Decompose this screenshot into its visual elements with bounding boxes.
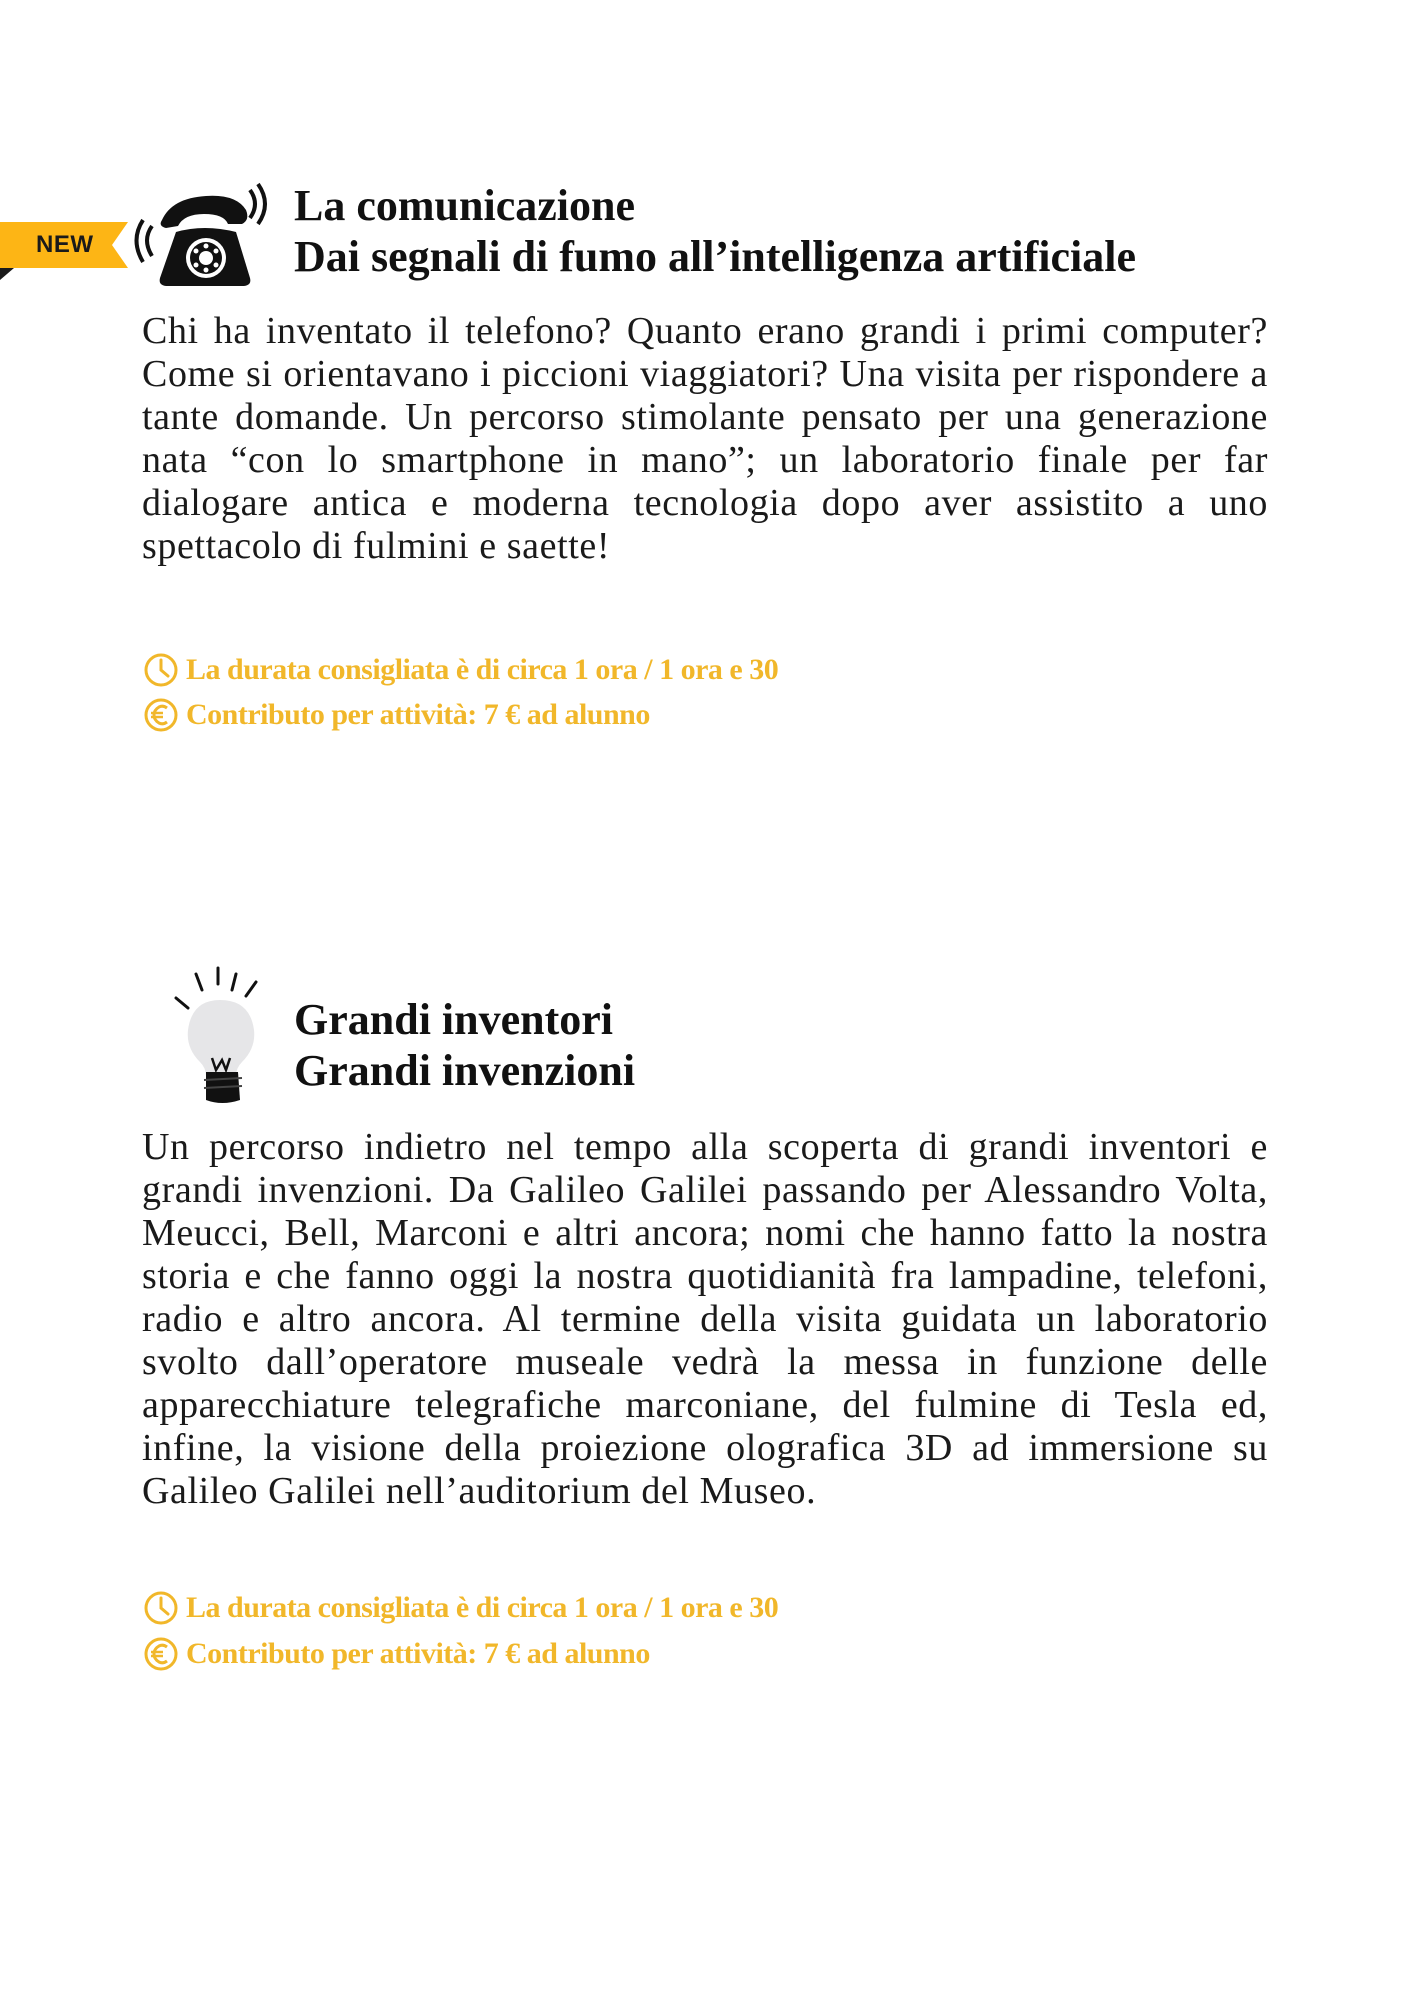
- title-line-1: La comunicazione: [294, 181, 635, 230]
- price-text: Contributo per attività: 7 € ad alunno: [186, 1637, 650, 1670]
- clock-icon: [142, 1589, 180, 1627]
- price-row: [142, 695, 650, 735]
- title-line-2: Dai segnali di fumo all’intelligenza artificiale: [294, 232, 1137, 281]
- price-row: [142, 1634, 650, 1674]
- duration-row: [142, 650, 778, 690]
- new-badge-label: NEW: [36, 231, 94, 258]
- duration-text: La durata consigliata è di circa 1 ora / 1 ora e 30: [186, 653, 779, 686]
- section-description: Un percorso indietro nel tempo alla scoperta di grandi inventori e grandi invenzioni. Da Galileo Galilei passando per Alessandro Volta, Meucci, Bell, Marconi e altri ancora; nomi che hanno fatto la nostra storia e che fanno oggi la nostra quotidianità fra lampadine, telefoni, radio e altro ancora. Al termine della visita guidata un laboratorio svolto dall’operatore museale vedrà la messa in funzione delle apparecchiature telegrafiche marconiane, del fulmine di Tesla ed, infine, la visione della proiezione olografica 3D ad immersione su Galileo Galilei nell’auditorium del Museo.: [142, 1126, 1268, 1512]
- lightbulb-icon: [166, 960, 276, 1105]
- telephone-icon: [132, 180, 272, 290]
- section-description: Chi ha inventato il telefono? Quanto erano grandi i primi computer? Come si orientavano i piccioni viaggiatori? Una visita per rispondere a tante domande. Un percorso stimolante pensato per una generazione nata “con lo smartphone in mano”; un laboratorio finale per far dialogare antica e moderna tecnologia dopo aver assistito a uno spettacolo di fulmini e saette!: [142, 310, 1268, 567]
- section-title: [294, 180, 1136, 282]
- price-text: Contributo per attività: 7 € ad alunno: [186, 698, 650, 731]
- title-line-2: Grandi invenzioni: [294, 1046, 636, 1095]
- new-badge: [0, 222, 128, 268]
- euro-icon: [142, 1635, 180, 1673]
- clock-icon: [142, 651, 180, 689]
- duration-text: La durata consigliata è di circa 1 ora / 1 ora e 30: [186, 1591, 779, 1624]
- euro-icon: [142, 696, 180, 734]
- duration-row: [142, 1588, 778, 1628]
- section-title: [294, 994, 635, 1096]
- title-line-1: Grandi inventori: [294, 995, 614, 1044]
